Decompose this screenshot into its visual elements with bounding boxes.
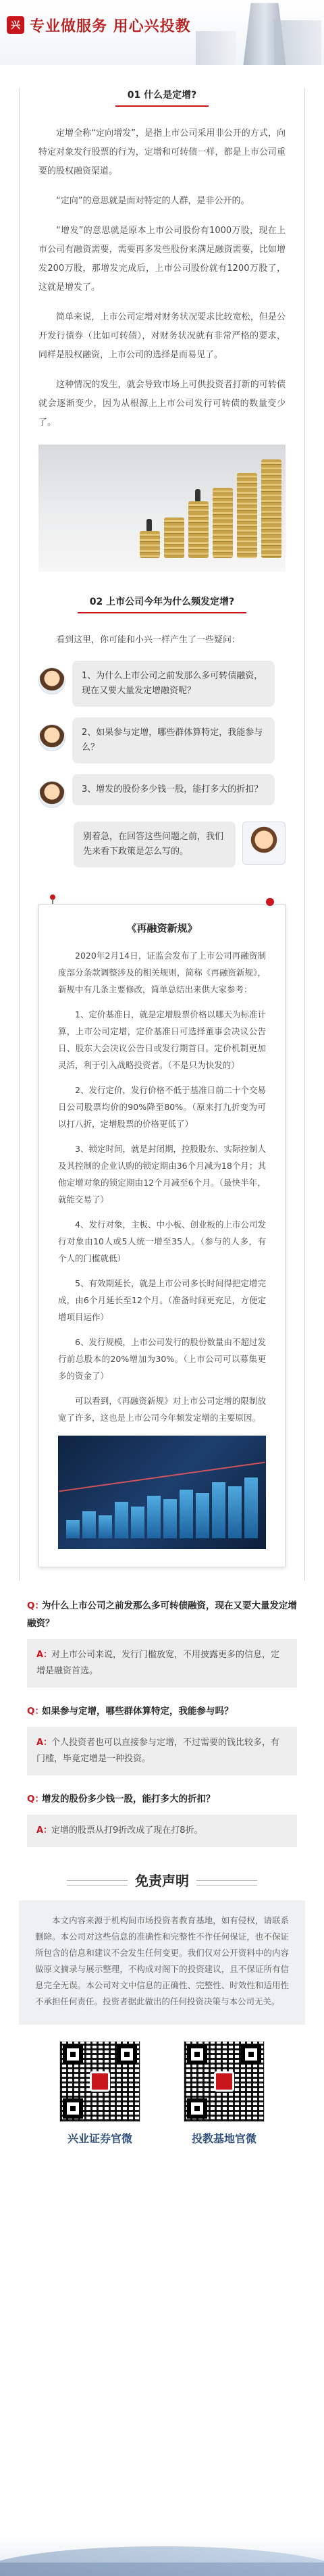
policy-note — [38, 904, 286, 1567]
disclaimer-title: 免责声明 — [0, 1870, 324, 1890]
qa-section — [0, 1581, 324, 1847]
paragraph: 简单来说，上市公司定增对财务状况要求比较宽松，但是公开发行债券（比如可转债），对财务状况就有非常严格的要求，同样是股权融资，上市公司的选择是而易见了。 — [38, 312, 286, 360]
brand-logo-icon: 兴 — [7, 16, 24, 34]
qr-code-icon[interactable] — [59, 2041, 140, 2122]
qr-label: 投教基地官微 — [191, 2132, 256, 2145]
paragraph: 2020年2月14日，证监会发布了上市公司再融资制度部分条款调整涉及的相关规则，简称《再融资新规》，新规中有几条主要修改，简单总结出来供大家参考： — [58, 951, 266, 994]
disclaimer-text: 本文内容来源于机构间市场投资者教育基地，如有侵权，请联系删除。本公司对这些信息的准确性和完整性不作任何保证，也不保证所包含的信息和建议不会发生任何变更。我们仅对公开资料中的内容做原文摘录与展示整理，不构成对阁下的投资建议，且不保证所有信息完全无误。本公司对文中信息的正确性、完整性、时效性和适用性不承担任何责任。投资者据此做出的任何投资决策与本公司无关。 — [19, 1900, 305, 2025]
header-slogan: 专业做服务 用心兴投教 — [30, 18, 191, 35]
chat-message — [38, 774, 286, 816]
chat-message — [38, 822, 286, 878]
building-image — [274, 20, 321, 65]
qr-code-icon[interactable] — [184, 2041, 265, 2122]
paragraph: “定向”的意思就是面对特定的人群，是非公开的。 — [56, 196, 250, 206]
paragraph: 4、发行对象，主板、中小板、创业板的上市公司发行对象由10人或5人统一增至35人。（参与的人多，有个人的门槛就低） — [58, 1219, 266, 1263]
answer: A：定增的股票从打9折改成了现在打8折。 — [27, 1815, 297, 1847]
paragraph: 5、有效期延长，就是上市公司多长时间得把定增完成，由6个月延长至12个月。（准备时间更充足，方便定增项目运作） — [58, 1278, 266, 1322]
paragraph: 6、发行规模，上市公司发行的股份数量由不超过发行前总股本的20%增加为30%。（上市公司可以募集更多的资金了） — [58, 1337, 266, 1381]
section-title: 01 什么是定增? — [38, 88, 286, 107]
footer-decoration — [0, 2535, 324, 2576]
user-avatar — [38, 724, 65, 751]
paragraph: 2、发行定价，发行价格不低于基准日前二十个交易日公司股票均价的90%降至80%。（原来打九折变为可以打八折，定增股票的价格更低了） — [58, 1085, 266, 1129]
qa-item — [27, 1702, 297, 1775]
stock-chart-image — [58, 1436, 266, 1549]
pushpin-icon — [266, 898, 274, 906]
coin-stacks-image — [38, 445, 286, 572]
paragraph: 3、锁定时间，就是封闭期，控股股东、实际控制人及其控制的企业认购的锁定期由36个月减为18个月；其他定增对象的锁定期由12个月减至6个月。（最快半年，就能交易了） — [58, 1144, 266, 1205]
qr-card — [56, 2041, 144, 2146]
chat-bubble: 3、增发的股份多少钱一股，能打多大的折扣？ — [72, 774, 275, 805]
paragraph: 这种情况的发生，就会导致市场上可供投资者打新的可转债就会逐渐变少，因为从根源上上市公司发行可转债的数量变少了。 — [38, 380, 286, 428]
header-banner — [0, 0, 324, 65]
chat-bubble: 1、为什么上市公司之前发那么多可转债融资，现在又要大量发定增融资呢？ — [72, 661, 275, 707]
qr-card — [180, 2041, 268, 2146]
chat-message — [38, 661, 286, 717]
answer: A：对上市公司来说，发行门槛放宽，不用披露更多的信息，定增是融资首选。 — [27, 1639, 297, 1688]
building-image — [196, 31, 236, 65]
section-title: 02 上市公司今年为什么频发定增? — [38, 595, 286, 613]
article-body — [19, 88, 305, 1581]
paragraph: 看到这里，你可能和小兴一样产生了一些疑问： — [56, 635, 241, 645]
chat-dialog — [38, 661, 286, 878]
paragraph: “增发”的意思就是原本上市公司股份有1000万股，现在上市公司有融资需要，需要再多发些股份来满足融资需要，比如增发200万股，那增发完成后，上市公司股份就有1200万股了，这就是增发了。 — [38, 226, 286, 293]
paragraph: 可以看到，《再融资新规》对上市公司定增的限制放宽了许多，这也是上市公司今年频发定增的主要原因。 — [58, 1396, 266, 1423]
policy-title: 《再融资新规》 — [126, 922, 198, 934]
pushpin-icon — [48, 894, 57, 904]
chat-bubble: 别着急，在回答这些问题之前，我们先来看下政策是怎么写的。 — [74, 822, 236, 867]
answer: A：个人投资者也可以直接参与定增，不过需要的钱比较多，有门槛，毕竟定增是一种投资。 — [27, 1727, 297, 1775]
paragraph: 定增全称“定向增发”，是指上市公司采用非公开的方式，向特定对象发行股票的行为，定增和可转债一样，都是上市公司重要的股权融资渠道。 — [38, 128, 286, 176]
question: Q：为什么上市公司之前发那么多可转债融资，现在又要大量发定增融资？ — [27, 1600, 297, 1629]
chat-message — [38, 717, 286, 774]
paragraph: 1、定价基准日，就是定增股票价格以哪天为标准计算，上市公司定增，定价基准日可选择董事会决议公告日、股东大会决议公告日或发行期首日。定价机制更加灵活，利于引入战略投资者。（不是只为快发的） — [58, 1009, 266, 1070]
question: Q：如果参与定增，哪些群体算特定，我能参与吗？ — [27, 1706, 234, 1717]
user-avatar — [38, 667, 65, 694]
user-avatar — [38, 781, 65, 808]
chat-bubble: 2、如果参与定增，哪些群体算特定，我能参与么？ — [72, 717, 275, 763]
qa-item — [27, 1790, 297, 1847]
question: Q：增发的股份多少钱一股，能打多大的折扣？ — [27, 1794, 215, 1804]
qr-label: 兴业证券官微 — [67, 2132, 132, 2145]
qr-code-row — [38, 2041, 286, 2146]
mascot-avatar — [242, 822, 286, 865]
qa-item — [27, 1597, 297, 1688]
